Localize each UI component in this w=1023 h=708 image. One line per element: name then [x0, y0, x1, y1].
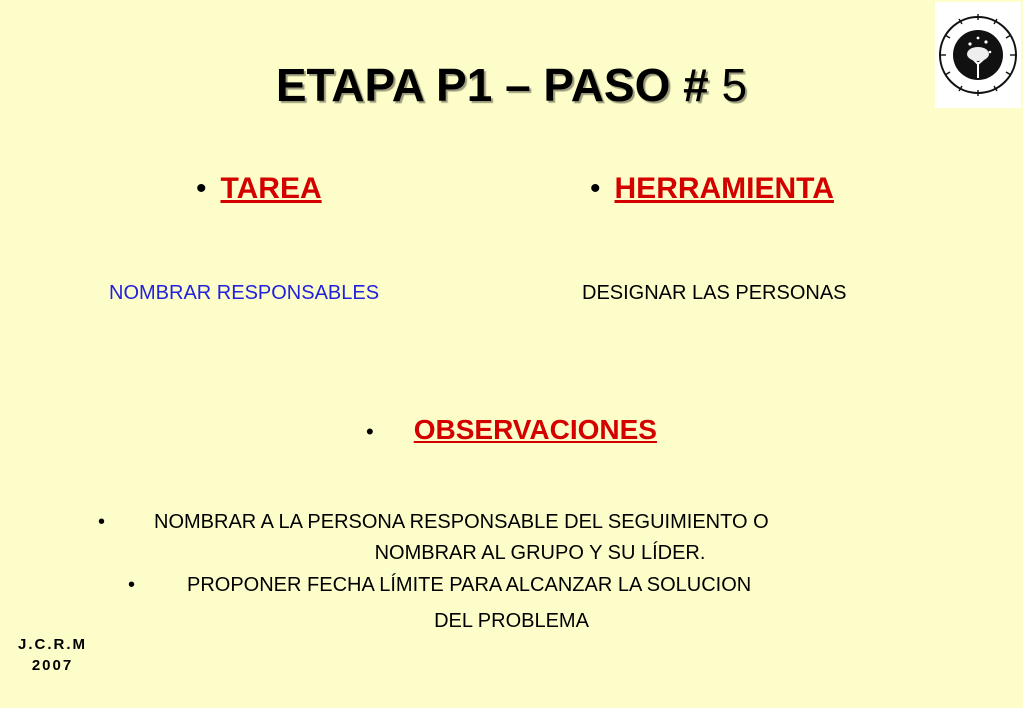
- tarea-content: NOMBRAR RESPONSABLES: [109, 282, 380, 304]
- tarea-heading-text: TAREA: [220, 172, 322, 205]
- observation-item-2-line2: DEL PROBLEMA: [434, 610, 589, 632]
- observation-item-2-line1: PROPONER FECHA LÍMITE PARA ALCANZAR LA SOLUCION: [187, 574, 752, 596]
- herramienta-heading-text: HERRAMIENTA: [614, 172, 834, 205]
- slide-title-text: ETAPA P1 – PASO #: [275, 59, 709, 111]
- university-seal-icon: [935, 2, 1021, 108]
- tarea-bullet: •: [196, 172, 207, 205]
- tarea-heading: [196, 172, 322, 206]
- herramienta-content: DESIGNAR LAS PERSONAS: [582, 282, 847, 304]
- observaciones-heading-text: OBSERVACIONES: [413, 414, 657, 445]
- footer-initials: J.C.R.M: [18, 636, 88, 653]
- observation-item-1-line1: NOMBRAR A LA PERSONA RESPONSABLE DEL SEGUIMIENTO O: [154, 511, 769, 533]
- slide-title: [0, 58, 1023, 112]
- footer-year: 2007: [31, 657, 74, 674]
- observation-bullet-1: •: [98, 511, 106, 533]
- observaciones-bullet: •: [366, 419, 374, 444]
- slide-title-number: 5: [721, 59, 748, 111]
- observaciones-heading: [0, 414, 1023, 446]
- observation-bullet-2: •: [128, 574, 136, 596]
- herramienta-bullet: •: [590, 172, 601, 205]
- footer-credit: [18, 634, 87, 676]
- observation-item-1-line2: NOMBRAR AL GRUPO Y SU LÍDER.: [374, 542, 706, 564]
- herramienta-heading: [590, 172, 834, 206]
